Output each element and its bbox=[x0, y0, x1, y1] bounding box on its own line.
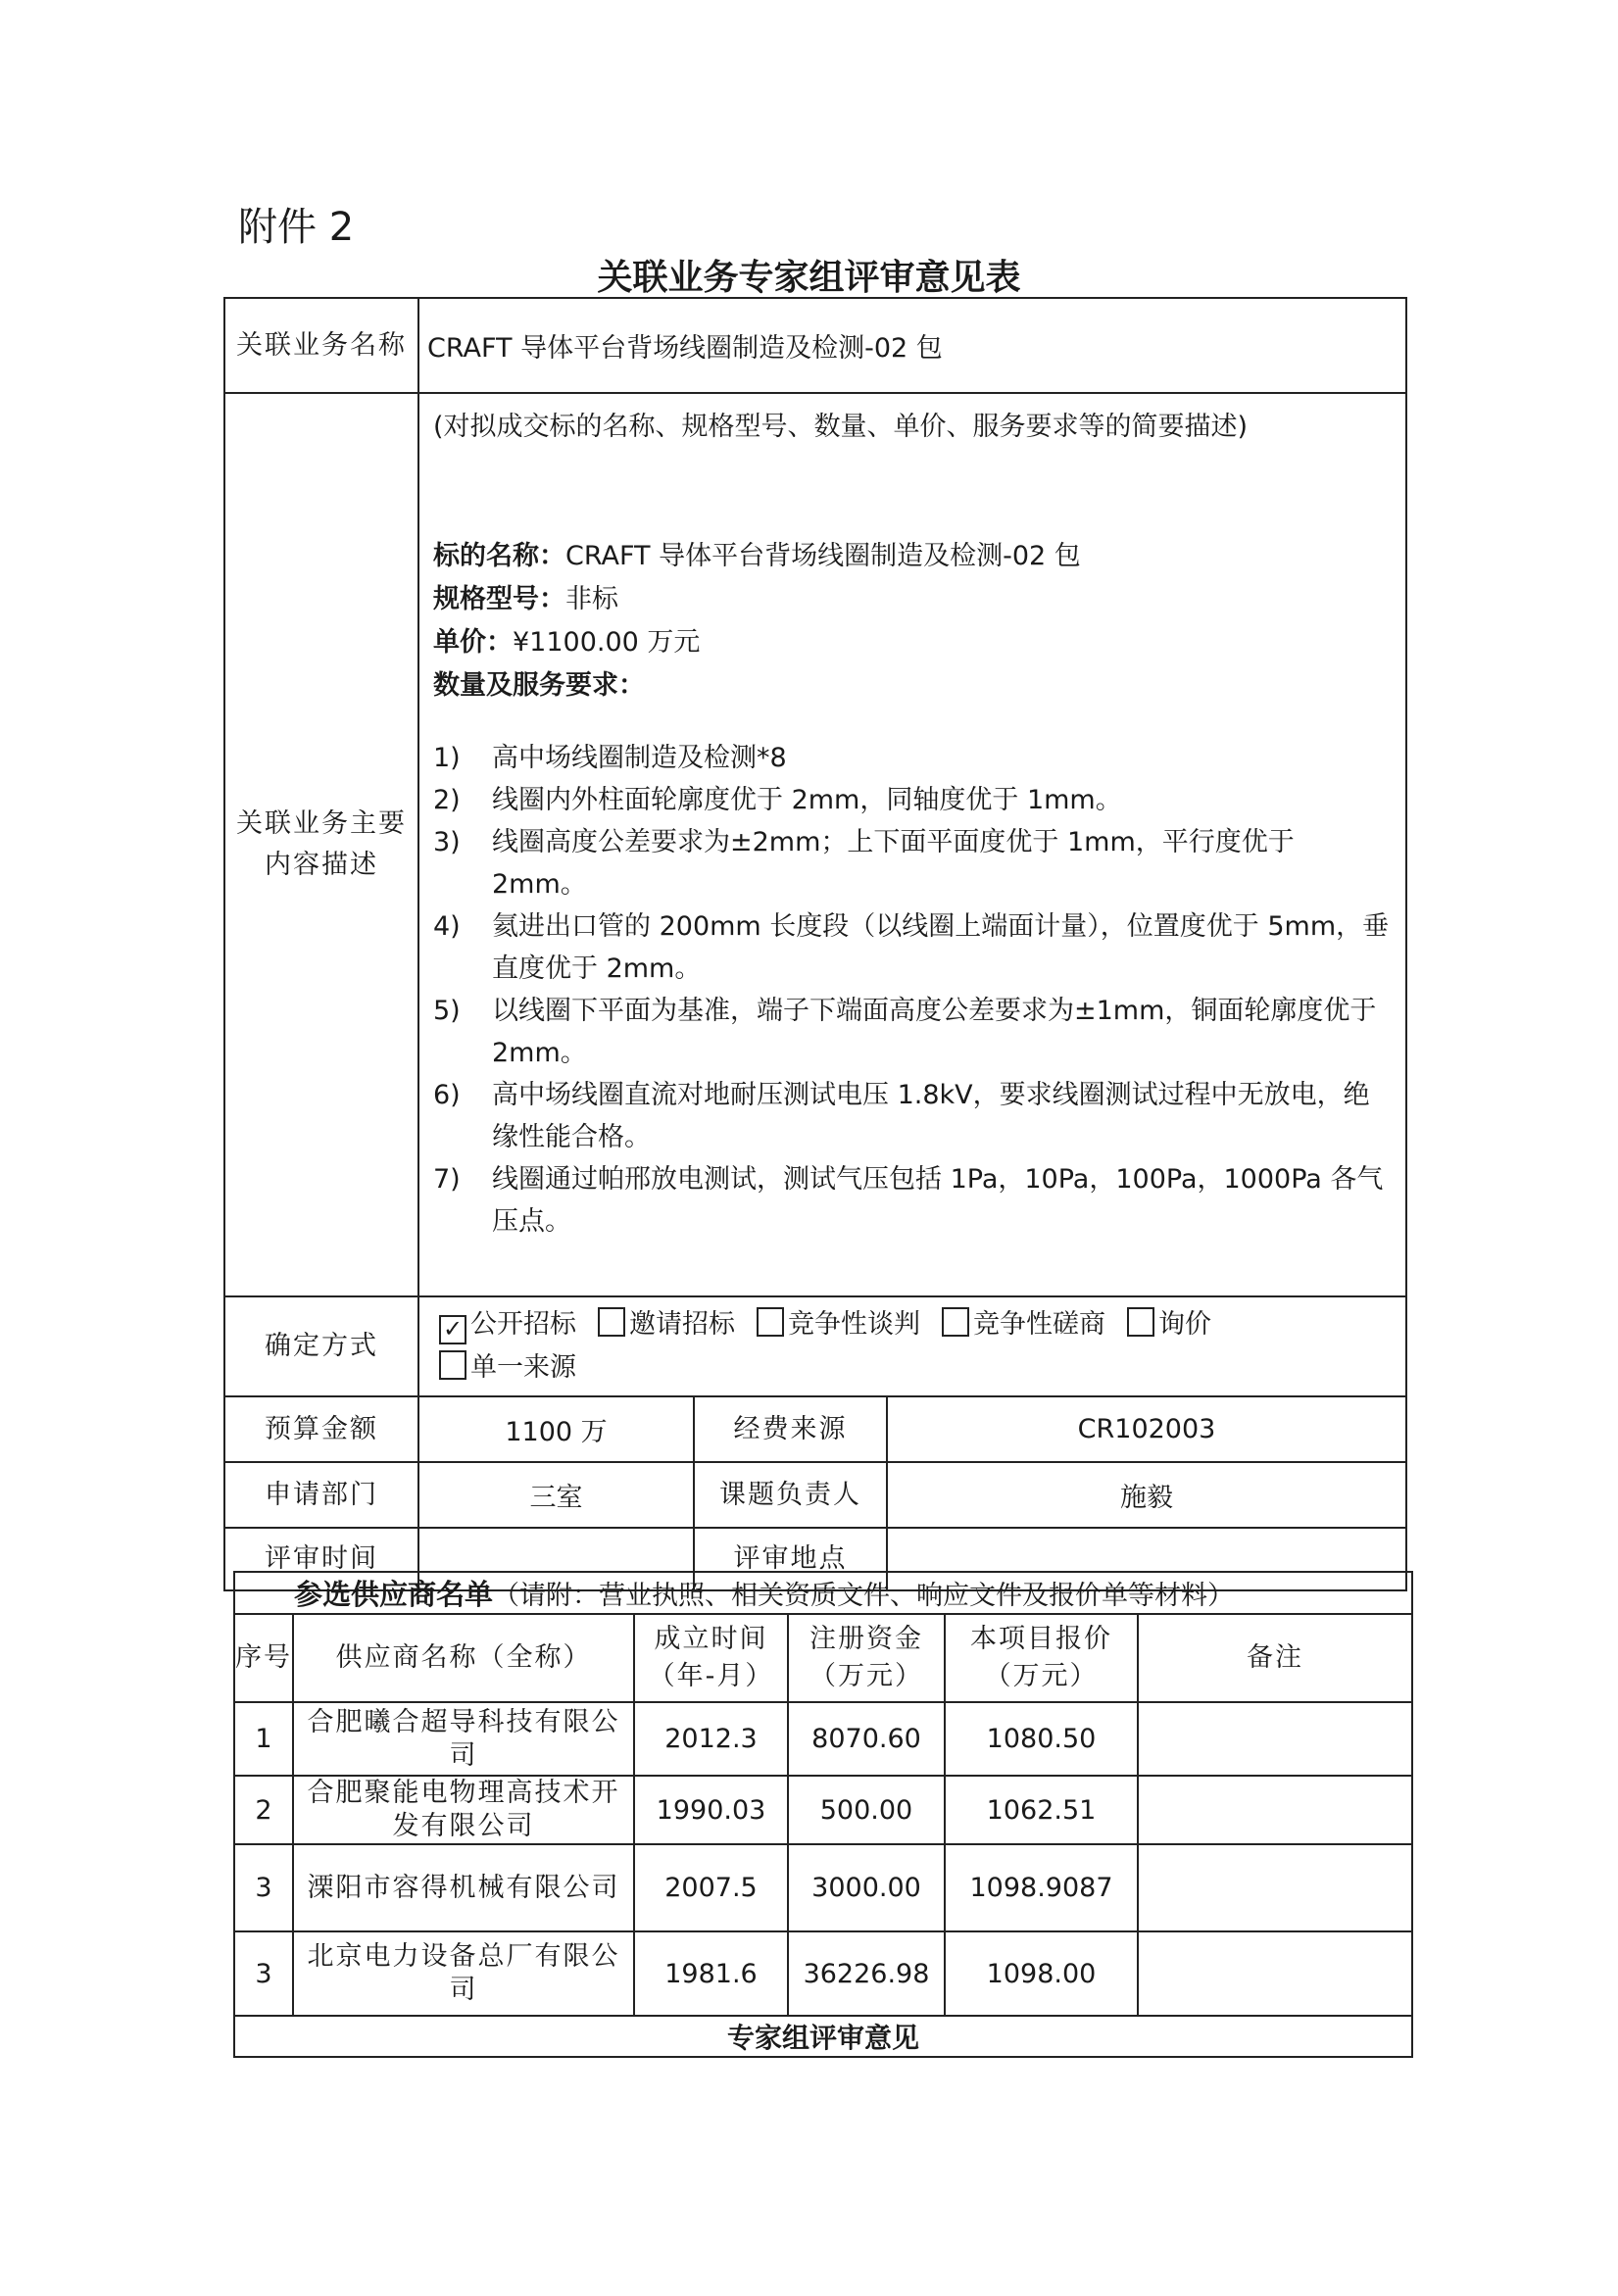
method-option[interactable] bbox=[598, 1309, 735, 1340]
cell-no: 3 bbox=[234, 1844, 293, 1931]
cell-remark bbox=[1138, 1931, 1412, 2016]
option-label: 邀请招标 bbox=[629, 1309, 735, 1340]
dept-label: 申请部门 bbox=[224, 1462, 418, 1528]
method-row bbox=[224, 1296, 1406, 1396]
cell-remark bbox=[1138, 1702, 1412, 1776]
cell-quote: 1080.50 bbox=[945, 1702, 1138, 1776]
cell-founded: 2012.3 bbox=[634, 1702, 788, 1776]
table-row bbox=[234, 1931, 1412, 2016]
fund-source-value: CR102003 bbox=[887, 1396, 1406, 1462]
field-key: 单价： bbox=[433, 627, 513, 658]
list-item bbox=[433, 737, 1392, 779]
requirements-list bbox=[433, 737, 1392, 1243]
method-option[interactable] bbox=[439, 1309, 576, 1343]
budget-row bbox=[224, 1396, 1406, 1462]
owner-label: 课题负责人 bbox=[694, 1462, 887, 1528]
method-option[interactable] bbox=[439, 1352, 576, 1383]
cell-name: 溧阳市容得机械有限公司 bbox=[293, 1844, 634, 1931]
content-row bbox=[224, 393, 1406, 1296]
business-name-row bbox=[224, 298, 1406, 393]
suppliers-title-row bbox=[234, 1572, 1412, 1614]
field-key: 规格型号： bbox=[433, 584, 565, 614]
item-number: 4) bbox=[433, 911, 461, 942]
checkbox-icon[interactable] bbox=[942, 1307, 969, 1337]
item-text: 高中场线圈直流对地耐压测试电压 1.8kV，要求线圈测试过程中无放电，绝缘性能合格。 bbox=[492, 1080, 1370, 1152]
item-number: 1) bbox=[433, 743, 461, 773]
expert-opinion-row bbox=[234, 2016, 1412, 2057]
content-hint: (对拟成交标的名称、规格型号、数量、单价、服务要求等的简要描述) bbox=[433, 412, 1249, 442]
method-option[interactable] bbox=[757, 1309, 920, 1340]
review-time-label: 评审时间 bbox=[224, 1528, 418, 1590]
item-number: 5) bbox=[433, 996, 461, 1026]
cell-no: 1 bbox=[234, 1702, 293, 1776]
cell-quote: 1062.51 bbox=[945, 1776, 1138, 1844]
table-row bbox=[234, 1776, 1412, 1844]
list-item bbox=[433, 1074, 1392, 1158]
cell-quote: 1098.00 bbox=[945, 1931, 1138, 2016]
item-text: 线圈高度公差要求为±2mm；上下面平面度优于 1mm，平行度优于 2mm。 bbox=[492, 827, 1295, 900]
content-field bbox=[433, 578, 1392, 621]
column-header: 注册资金（万元） bbox=[788, 1614, 945, 1702]
field-value: CRAFT 导体平台背场线圈制造及检测-02 包 bbox=[565, 541, 1081, 571]
table-row bbox=[234, 1702, 1412, 1776]
cell-no: 3 bbox=[234, 1931, 293, 2016]
option-label: 询价 bbox=[1158, 1309, 1211, 1340]
budget-value: 1100 万 bbox=[418, 1396, 694, 1462]
item-number: 2) bbox=[433, 785, 461, 815]
suppliers-title: 参选供应商名单 bbox=[294, 1578, 494, 1611]
cell-founded: 1981.6 bbox=[634, 1931, 788, 2016]
item-number: 6) bbox=[433, 1080, 461, 1110]
field-value: 非标 bbox=[565, 584, 618, 614]
option-label: 单一来源 bbox=[470, 1352, 576, 1383]
budget-label: 预算金额 bbox=[224, 1396, 418, 1462]
field-key: 数量及服务要求： bbox=[433, 670, 645, 701]
business-name-value: CRAFT 导体平台背场线圈制造及检测-02 包 bbox=[418, 298, 1406, 393]
cell-founded: 1990.03 bbox=[634, 1776, 788, 1844]
checkbox-icon[interactable] bbox=[598, 1307, 625, 1337]
content-label: 关联业务主要内容描述 bbox=[224, 393, 418, 1296]
table-row bbox=[234, 1844, 1412, 1931]
method-options bbox=[418, 1296, 1406, 1396]
cell-name: 北京电力设备总厂有限公司 bbox=[293, 1931, 634, 2016]
business-name-label: 关联业务名称 bbox=[224, 298, 418, 393]
method-option[interactable] bbox=[1127, 1309, 1211, 1340]
cell-capital: 3000.00 bbox=[788, 1844, 945, 1931]
content-field bbox=[433, 621, 1392, 664]
cell-name: 合肥聚能电物理高技术开发有限公司 bbox=[293, 1776, 634, 1844]
suppliers-table bbox=[233, 1571, 1413, 2058]
cell-remark bbox=[1138, 1844, 1412, 1931]
item-text: 氦进出口管的 200mm 长度段（以线圈上端面计量），位置度优于 5mm，垂直度优于 2mm。 bbox=[492, 911, 1390, 984]
content-field bbox=[433, 664, 1392, 708]
list-item bbox=[433, 1158, 1392, 1243]
field-value: ¥1100.00 万元 bbox=[513, 627, 701, 658]
option-label: 公开招标 bbox=[470, 1309, 576, 1340]
column-header: 成立时间（年-月） bbox=[634, 1614, 788, 1702]
list-item bbox=[433, 905, 1392, 990]
item-number: 7) bbox=[433, 1164, 461, 1195]
fund-source-label: 经费来源 bbox=[694, 1396, 887, 1462]
cell-quote: 1098.9087 bbox=[945, 1844, 1138, 1931]
item-number: 3) bbox=[433, 827, 461, 857]
checkbox-icon[interactable] bbox=[439, 1350, 466, 1380]
attachment-label: 附件 2 bbox=[238, 205, 355, 250]
cell-founded: 2007.5 bbox=[634, 1844, 788, 1931]
field-key: 标的名称： bbox=[433, 541, 565, 571]
item-text: 以线圈下平面为基准，端子下端面高度公差要求为±1mm，铜面轮廓度优于 2mm。 bbox=[492, 996, 1377, 1068]
list-item bbox=[433, 779, 1392, 821]
review-place-label: 评审地点 bbox=[694, 1528, 887, 1590]
list-item bbox=[433, 990, 1392, 1074]
cell-capital: 36226.98 bbox=[788, 1931, 945, 2016]
review-form-table bbox=[223, 297, 1407, 1591]
content-field bbox=[433, 535, 1392, 578]
checkbox-icon[interactable] bbox=[757, 1307, 784, 1337]
column-header: 本项目报价（万元） bbox=[945, 1614, 1138, 1702]
method-option[interactable] bbox=[942, 1309, 1105, 1340]
expert-opinion-label: 专家组评审意见 bbox=[234, 2016, 1412, 2057]
cell-name: 合肥曦合超导科技有限公司 bbox=[293, 1702, 634, 1776]
dept-row bbox=[224, 1462, 1406, 1528]
cell-capital: 500.00 bbox=[788, 1776, 945, 1844]
item-text: 线圈内外柱面轮廓度优于 2mm，同轴度优于 1mm。 bbox=[492, 785, 1122, 815]
column-header: 序号 bbox=[234, 1614, 293, 1702]
item-text: 线圈通过帕邢放电测试，测试气压包括 1Pa，10Pa，100Pa，1000Pa 各气压点。 bbox=[492, 1164, 1384, 1237]
method-label: 确定方式 bbox=[224, 1296, 418, 1396]
content-description bbox=[418, 393, 1406, 1296]
item-text: 高中场线圈制造及检测*8 bbox=[492, 743, 787, 773]
owner-value: 施毅 bbox=[887, 1462, 1406, 1528]
suppliers-note: （请附：营业执照、相关资质文件、响应文件及报价单等材料） bbox=[493, 1581, 1235, 1611]
checked-checkbox-icon[interactable]: ✓ bbox=[439, 1315, 466, 1344]
checkbox-icon[interactable] bbox=[1127, 1307, 1154, 1337]
column-header: 备注 bbox=[1138, 1614, 1412, 1702]
cell-capital: 8070.60 bbox=[788, 1702, 945, 1776]
page-title: 关联业务专家组评审意见表 bbox=[597, 258, 1021, 298]
cell-no: 2 bbox=[234, 1776, 293, 1844]
cell-remark bbox=[1138, 1776, 1412, 1844]
suppliers-header-row bbox=[234, 1614, 1412, 1702]
option-label: 竞争性磋商 bbox=[973, 1309, 1105, 1340]
dept-value: 三室 bbox=[418, 1462, 694, 1528]
option-label: 竞争性谈判 bbox=[788, 1309, 920, 1340]
list-item bbox=[433, 821, 1392, 905]
column-header: 供应商名称（全称） bbox=[293, 1614, 634, 1702]
